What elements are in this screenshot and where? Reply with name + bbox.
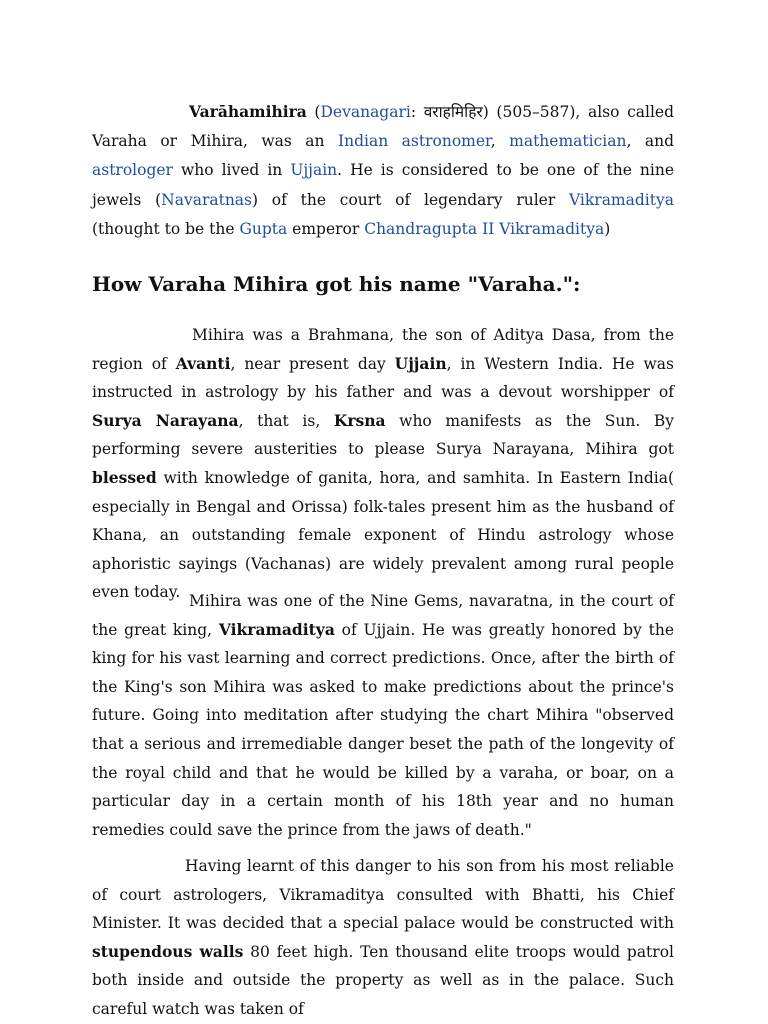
link-navaratnas[interactable]: Navaratnas — [161, 190, 252, 209]
body-text: 80 feet high. Ten thousand elite troops would patrol both inside and outside the property as well as in the palace. Such careful watch was taken of — [92, 942, 674, 1018]
bold-term: Ujjain — [394, 353, 447, 373]
intro-text: ) (505–587), also called Varaha or Mihira, was an — [92, 103, 674, 151]
section-heading: How Varaha Mihira got his name "Varaha.": — [92, 272, 581, 296]
body-text: , near present day — [230, 354, 395, 373]
body-text: Mihira was one of the Nine Gems, navaratna, in the court of the great king, — [92, 592, 674, 639]
link-devanagari[interactable]: Devanagari — [320, 103, 411, 121]
intro-text: ) — [604, 219, 611, 238]
paragraph-2 — [92, 587, 674, 844]
intro-text: (thought to be the — [92, 219, 240, 238]
paragraph-3 — [92, 852, 674, 1024]
bold-term: blessed — [92, 467, 157, 487]
bold-term: stupendous walls — [92, 941, 244, 961]
bold-term: Avanti — [175, 353, 231, 373]
body-text: with knowledge of ganita, hora, and samhita. In Eastern India( especially in Bengal and Orissa) folk-tales present him as the husband of Khana, an outstanding female exponent of Hindu astrology whose aphoristic sayings (Vachanas) are widely prevalent among rural people even today. — [92, 468, 674, 602]
intro-text: ) of the court of legendary ruler — [252, 190, 570, 209]
body-text: , in Western India. He was instructed in astrology by his father and was a devout worshipper of — [92, 354, 674, 402]
intro-text: who lived in — [172, 161, 291, 180]
link-ujjain[interactable]: Ujjain — [290, 161, 338, 180]
intro-text: : — [410, 103, 424, 121]
bold-term: Surya Narayana — [92, 410, 239, 430]
body-text: , that is, — [238, 411, 334, 430]
link-astrologer[interactable]: astrologer — [92, 161, 173, 180]
body-text: who manifests as the Sun. By performing severe austerities to please Surya Narayana, Mihira got — [92, 411, 675, 459]
bold-term: Krsna — [333, 410, 386, 430]
body-text: Having learnt of this danger to his son from his most reliable of court astrologers, Vikramaditya consulted with Bhatti, his Chief Minister. It was decided that a special palace would be constructed with — [92, 857, 674, 933]
body-text: of Ujjain. He was greatly honored by the king for his vast learning and correct predictions. Once, after the birth of the King's son Mihira was asked to make predictions about the prince's future. Going into meditation after studying the chart Mihira "observed that a serious and irremediable danger beset the path of the longevity of the royal child and that he would be killed by a varaha, or boar, on a particular day in a certain month of his 18th year and no human remedies could save the prince from the jaws of death." — [92, 620, 674, 839]
paragraph-1 — [92, 321, 674, 607]
intro-text: , and — [626, 132, 674, 151]
link-chandragupta[interactable]: Chandragupta II Vikramaditya — [364, 219, 605, 238]
devanagari-name: वराहमिहिर — [423, 103, 483, 121]
link-gupta[interactable]: Gupta — [239, 219, 288, 238]
bold-term: Vikramaditya — [218, 619, 335, 639]
article-title: Varāhamihira — [189, 102, 307, 121]
link-indian-astronomer[interactable]: Indian astronomer — [338, 132, 491, 151]
intro-text: , — [490, 132, 510, 151]
intro-text: emperor — [287, 219, 365, 238]
intro-text: ( — [306, 103, 321, 121]
intro-text: . He is considered to be one of the nine jewels ( — [92, 161, 674, 209]
intro-paragraph — [92, 97, 674, 244]
body-text: Mihira was a Brahmana, the son of Aditya Dasa, from the region of — [92, 326, 674, 373]
link-mathematician[interactable]: mathematician — [509, 132, 627, 151]
link-vikramaditya[interactable]: Vikramaditya — [569, 190, 674, 209]
